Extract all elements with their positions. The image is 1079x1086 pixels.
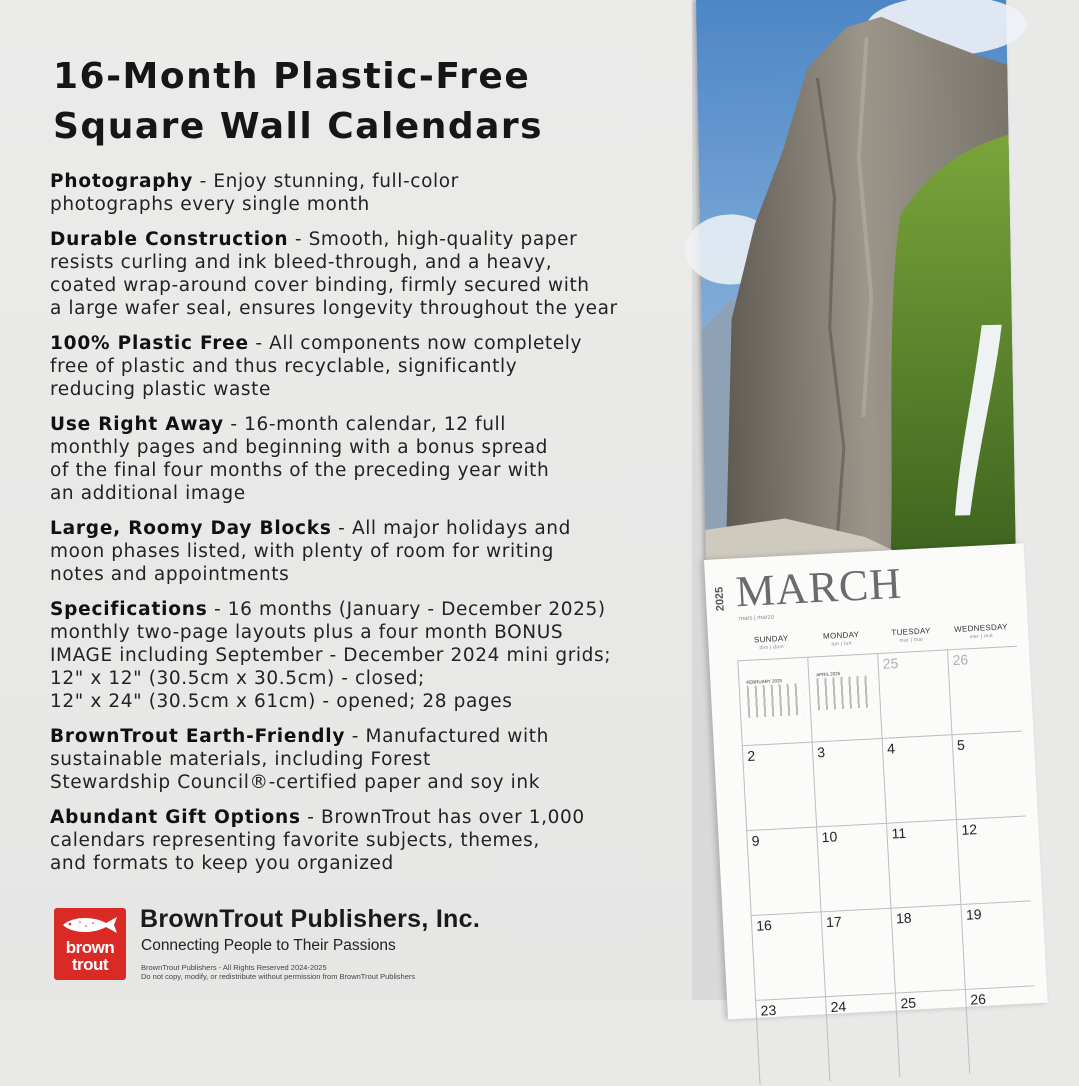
feature-text: - BrownTrout has over 1,000 xyxy=(300,807,585,828)
feature-first-line xyxy=(50,413,700,436)
weekday-name: SUNDAY xyxy=(753,633,789,645)
feature-item xyxy=(50,598,700,713)
weekday-sub: lun | lun xyxy=(831,640,852,648)
mini-feb-title: FEBRUARY 2025 xyxy=(746,678,783,685)
feature-heading: Abundant Gift Options xyxy=(50,807,301,828)
mini-calendar-feb xyxy=(746,677,804,718)
calendar-day-number: 5 xyxy=(956,736,966,754)
feature-first-line xyxy=(50,332,700,355)
calendar-day-cell xyxy=(816,823,890,912)
feature-text: - Smooth, high-quality paper xyxy=(288,229,578,250)
weekday-sub: dim | dom xyxy=(759,643,785,652)
calendar-day-number: 11 xyxy=(891,824,907,842)
feature-item xyxy=(50,806,700,875)
publisher-name: BrownTrout Publishers, Inc. xyxy=(140,905,481,933)
feature-text: resists curling and ink bleed-through, and a heavy, xyxy=(50,252,553,273)
feature-item xyxy=(50,517,700,586)
feature-list xyxy=(50,170,700,887)
weekday-name: WEDNESDAY xyxy=(953,622,1008,634)
feature-text: monthly pages and beginning with a bonus spread xyxy=(50,437,548,458)
publisher-block xyxy=(52,905,672,985)
calendar-day-cell xyxy=(882,734,956,823)
feature-text: of the final four months of the preceding year with xyxy=(50,460,550,481)
calendar-day-cell xyxy=(951,731,1025,820)
feature-text: a large wafer seal, ensures longevity throughout the year xyxy=(50,298,618,319)
calendar-day-number: 4 xyxy=(886,740,896,757)
logo-text-brown: brown xyxy=(65,938,115,957)
legal-line-2: Do not copy, modify, or redistribute without permission from BrownTrout Publishers xyxy=(141,972,416,981)
feature-heading: 100% Plastic Free xyxy=(50,333,249,354)
calendar-day-number: 3 xyxy=(816,743,826,761)
feature-text: calendars representing favorite subjects, themes, xyxy=(50,830,540,851)
calendar-day-cell xyxy=(886,819,960,908)
mini-feb-grid xyxy=(747,683,805,718)
weekday-name: MONDAY xyxy=(822,629,860,641)
mini-calendar-apr xyxy=(816,669,874,710)
feature-text: monthly two-page layouts plus a four month BONUS xyxy=(50,622,564,643)
logo-text-trout: trout xyxy=(71,955,109,974)
feature-first-line xyxy=(50,517,700,540)
feature-first-line xyxy=(50,806,700,829)
feature-text: coated wrap-around cover binding, firmly secured with xyxy=(50,275,590,296)
feature-text: - Enjoy stunning, full-color xyxy=(193,171,459,192)
feature-text: - 16-month calendar, 12 full xyxy=(223,414,507,435)
weekday-name: TUESDAY xyxy=(891,626,931,638)
feature-item xyxy=(50,332,700,401)
feature-heading: Use Right Away xyxy=(50,414,224,435)
feature-text: free of plastic and thus recyclable, significantly xyxy=(50,356,518,377)
calendar-day-cell xyxy=(890,904,964,993)
feature-item xyxy=(50,170,700,216)
calendar-preview xyxy=(692,0,1008,1019)
weekday-sub: mer | mié xyxy=(969,632,994,641)
feature-first-line xyxy=(50,598,700,621)
weekday-label xyxy=(736,633,807,653)
calendar-day-number: 25 xyxy=(900,994,917,1012)
feature-first-line xyxy=(50,228,700,251)
calendar-day-cell xyxy=(742,742,816,831)
calendar-day-number: 26 xyxy=(952,651,969,669)
weekday-label xyxy=(876,625,947,645)
calendar-day-cell xyxy=(965,985,1039,1074)
calendar-day-cell xyxy=(825,993,899,1082)
calendar-day-number: 25 xyxy=(882,654,899,672)
mountain-photo xyxy=(696,0,1016,560)
calendar-month: MARCH xyxy=(734,558,904,617)
feature-heading: Large, Roomy Day Blocks xyxy=(50,518,332,539)
weekday-label xyxy=(946,622,1017,642)
calendar-day-number: 9 xyxy=(751,832,760,849)
feature-first-line xyxy=(50,170,700,193)
calendar-day-cell xyxy=(960,900,1034,989)
calendar-day-number: 12 xyxy=(961,821,978,838)
calendar-day-number: 17 xyxy=(825,913,843,931)
feature-text: an additional image xyxy=(50,483,246,504)
calendar-day-cell xyxy=(877,649,951,738)
feature-heading: Specifications xyxy=(50,599,208,620)
calendar-month-sub: mars | marzo xyxy=(738,614,775,623)
calendar-day-number: 2 xyxy=(746,747,756,764)
calendar-day-cell xyxy=(947,646,1021,735)
calendar-day-cell xyxy=(895,989,969,1078)
feature-item xyxy=(50,413,700,505)
feature-text: sustainable materials, including Forest xyxy=(50,749,431,770)
feature-text: photographs every single month xyxy=(50,194,370,215)
feature-text: - 16 months (January - December 2025) xyxy=(207,599,606,620)
calendar-day-cell xyxy=(956,816,1030,905)
feature-text: 12" x 24" (30.5cm x 61cm) - opened; 28 pages xyxy=(50,691,513,712)
calendar-year: 2025 xyxy=(713,586,727,612)
weekday-sub: mar | mar xyxy=(899,636,924,644)
feature-first-line xyxy=(50,725,700,748)
feature-text: and formats to keep you organized xyxy=(50,853,394,874)
mini-apr-grid xyxy=(816,675,874,710)
feature-text: moon phases listed, with plenty of room for writing xyxy=(50,541,554,562)
calendar-day-cell xyxy=(812,738,886,827)
feature-item xyxy=(50,725,700,794)
calendar-day-number: 18 xyxy=(895,909,912,927)
feature-text: - All components now completely xyxy=(248,333,583,354)
title-line-2: Square Wall Calendars xyxy=(53,106,544,147)
calendar-day-number: 26 xyxy=(969,990,987,1008)
page-title xyxy=(53,52,683,152)
feature-text: Stewardship Council®-certified paper and soy ink xyxy=(50,772,541,793)
calendar-day-number: 10 xyxy=(821,828,838,846)
calendar-day-number: 24 xyxy=(830,998,847,1015)
publisher-tagline: Connecting People to Their Passions xyxy=(141,937,396,954)
title-line-1: 16-Month Plastic-Free xyxy=(53,56,531,97)
feature-text: - All major holidays and xyxy=(331,518,571,539)
feature-heading: BrownTrout Earth-Friendly xyxy=(50,726,346,747)
feature-text: IMAGE including September - December 2024 mini grids; xyxy=(50,645,612,666)
weekday-label xyxy=(806,629,877,649)
calendar-day-number: 19 xyxy=(965,905,982,923)
calendar-day-number: 16 xyxy=(755,916,773,934)
feature-text: 12" x 12" (30.5cm x 30.5cm) - closed; xyxy=(50,668,425,689)
feature-text: notes and appointments xyxy=(50,564,290,585)
publisher-legal xyxy=(141,963,415,981)
feature-text: reducing plastic waste xyxy=(50,379,271,400)
calendar-day-cell xyxy=(821,908,895,997)
trout-icon xyxy=(60,914,120,936)
calendar-day-cell xyxy=(755,996,829,1085)
mini-apr-title: APRIL 2025 xyxy=(816,671,841,678)
feature-heading: Photography xyxy=(50,171,194,192)
calendar-day-cell xyxy=(746,826,820,915)
calendar-day-cell xyxy=(751,911,825,1000)
feature-heading: Durable Construction xyxy=(50,229,289,250)
calendar-page xyxy=(704,543,1048,1019)
legal-line-1: BrownTrout Publishers - All Rights Reserved 2024-2025 xyxy=(141,963,327,972)
browntrout-logo xyxy=(54,908,126,980)
calendar-day-number: 23 xyxy=(760,1001,777,1019)
feature-text: - Manufactured with xyxy=(345,726,549,747)
feature-item xyxy=(50,228,700,320)
